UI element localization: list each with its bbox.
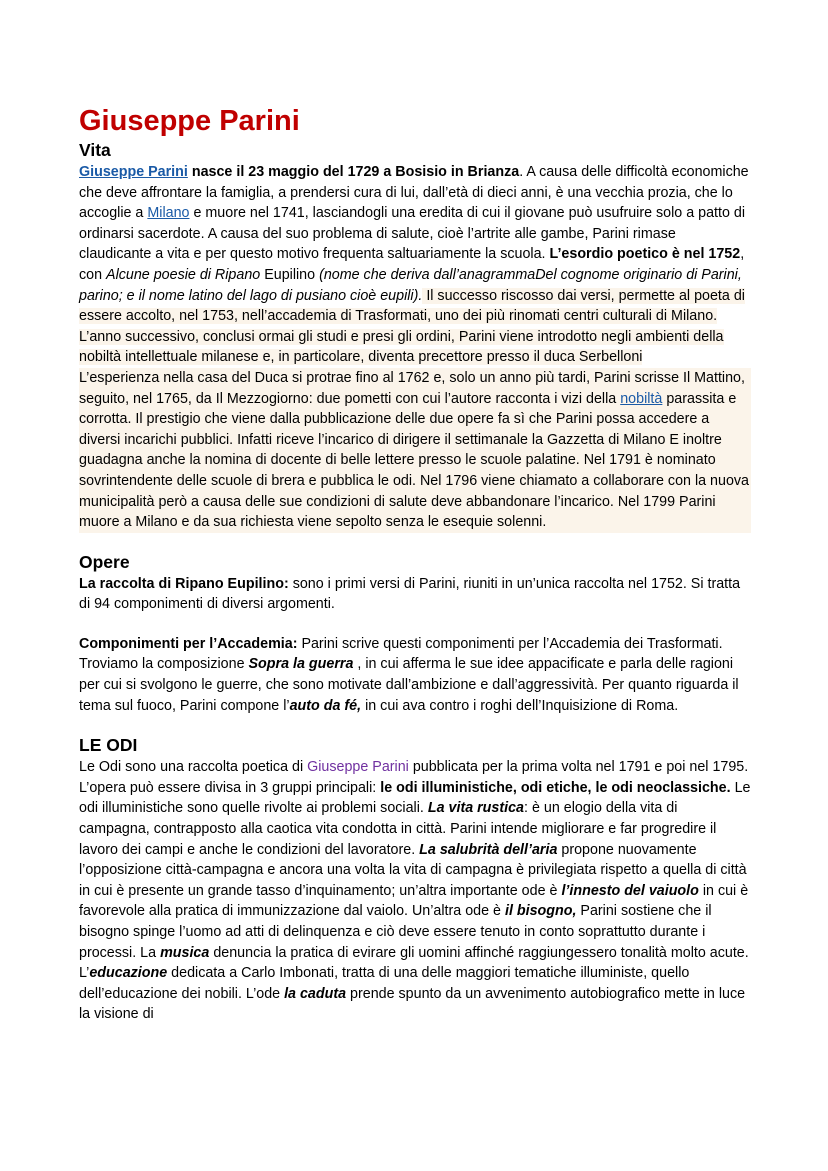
section-heading-opere: Opere — [79, 551, 130, 572]
odi-paragraph-1: Le Odi sono una raccolta poetica di Giuseppe Parini pubblicata per la prima volta nel 1791 e poi nel 1795. L’opera può essere divisa in 3 gruppi principali: le odi illuministiche, odi etiche, le odi neoclassiche. Le odi illuministiche sono quelle rivolte ai problemi sociali. La vita rustica: è un elogio della vita di campagna, contrapposto alla caotica vita condotta in città. Parini intende migliorare e far progredire il lavoro dei campi e anche le condizioni del lavoratore. La salubrità dell’aria propone nuovamente l’opposizione città-campagna e ancora una volta la vita di campagna è privilegiata rispetto a quella di città in cui è presente un grande tasso d’inquinamento; un’altra importante ode è l’innesto del vaiuolo in cui è favorevole alla pratica di immunizzazione dal vaiolo. Un’altra ode è il bisogno, Parini sostiene che il bisogno spinge l’uomo ad atti di delinquenza e ciò deve essere tenuto in conto soprattutto durante i processi. La musica denuncia la pratica di evirare gli uomini affinché raggiungessero tonalità molto acute. L’educazione dedicata a Carlo Imbonati, tratta di una delle maggiori tematiche illuministe, quello dell’educazione dei nobili. L’ode la caduta prende spunto da un avvenimento autobiografico mette in luce la visione di — [79, 759, 751, 1023]
opere-paragraph-2: Componimenti per l’Accademia: Parini scrive questi componimenti per l’Accademia dei Trasformati. Troviamo la composizione Sopra la guerra , in cui afferma le sue idee appacificate e parla delle ragioni per cui si svolgono le guerre, che sono motivate dall’ambizione e dall’aggressività. Per quanto riguarda il tema sul fuoco, Parini compone l’auto da fé, in cui ava contro i roghi dell’Inquisizione di Roma. — [79, 635, 739, 714]
opere-paragraph-1: La raccolta di Ripano Eupilino: sono i primi versi di Parini, riuniti in un’unica raccolta nel 1752. Si tratta di 94 componimenti di diversi argomenti. — [79, 575, 741, 613]
vita-paragraph-2: L’esperienza nella casa del Duca si protrae fino al 1762 e, solo un anno più tardi, Parini scrisse Il Mattino, seguito, nel 1765, da Il Mezzogiorno: due pometti con cui l’autore racconta i vizi della nobiltà parassita e corrotta. Il prestigio che viene dalla pubblicazione delle due opere fa sì che Parini possa accedere a diversi incarichi pubblici. Infatti riceve l’incarico di dirigere il settimanale la Gazzetta di Milano E inoltre guadagna anche la nomina di docente di belle lettere presso le scuole palatine. Nel 1791 è nominato sovrintendente delle scuole di brera e pubblica le odi. Nel 1796 viene chiamato a collaborare con la nuova municipalità però a causa delle sue condizioni di salute deve abbandonare l’incarico. Nel 1799 Parini muore a Milano e da sua richiesta viene sepolto senza le esequie solenni. — [79, 368, 751, 533]
document-page — [79, 104, 751, 1025]
page-title: Giuseppe Parini — [79, 105, 300, 137]
link-milano[interactable]: Milano — [147, 205, 190, 222]
section-heading-vita: Vita — [79, 140, 111, 160]
vita-paragraph-1: Giuseppe Parini nasce il 23 maggio del 1729 a Bosisio in Brianza. A causa delle difficoltà economiche che deve affrontare la famiglia, a prendersi cura di lui, dall’età di dieci anni, è una vecchia prozia, che lo accoglie a Milano e muore nel 1741, lasciandogli una eredita di cui il giovane può usufruire solo a patto di ordinarsi sacerdote. A causa del suo problema di salute, cioè l’artrite alle gambe, Parini rimase claudicante a vita e per questo motivo frequenta saltuariamente la scuola. L’esordio poetico è nel 1752, con Alcune poesie di Ripano Eupilino (nome che deriva dall’anagrammaDel cognome originario di Parini, parino; e il nome latino del lago di pusiano cioè eupili). Il successo riscosso dai versi, permette al poeta di essere accolto, nel 1753, nell’accademia di Trasformati, uno dei più rinomati centri culturali di Milano. L’anno successivo, conclusi ormai gli studi e presi gli ordini, Parini viene introdotto negli ambienti della nobiltà intellettuale milanese e, in particolare, diventa precettore presso il duca Serbelloni — [79, 164, 749, 366]
link-nobilta[interactable]: nobiltà — [620, 390, 663, 407]
section-heading-odi: LE ODI — [79, 735, 138, 756]
link-giuseppe-parini-visited[interactable]: Giuseppe Parini — [307, 759, 409, 776]
link-giuseppe-parini[interactable]: Giuseppe Parini — [79, 164, 188, 180]
